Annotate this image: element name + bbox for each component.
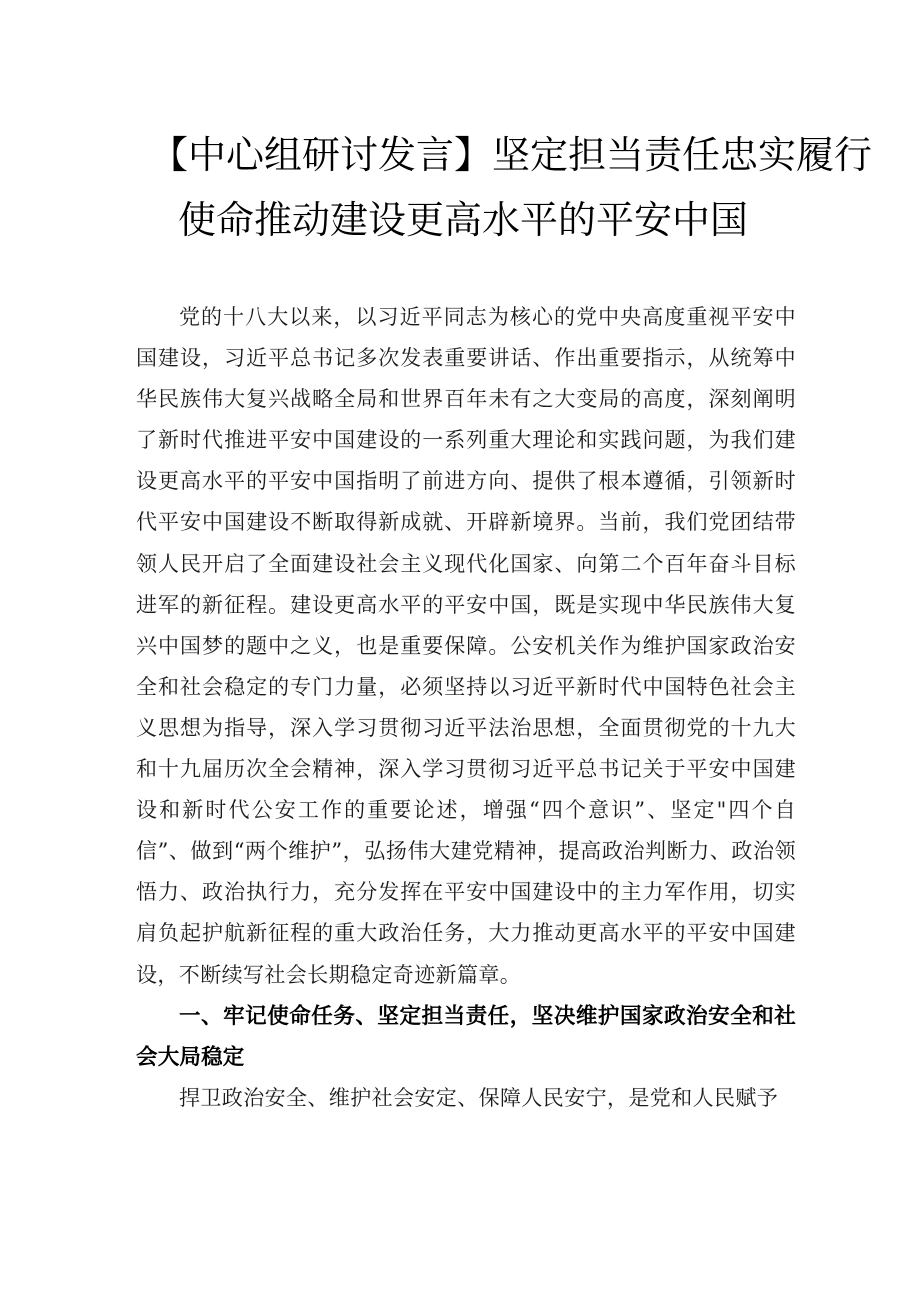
intro-paragraph: 党的十八大以来，以习近平同志为核心的党中央高度重视平安中国建设，习近平总书记多次发表重要讲话、作出重要指示，从统筹中华民族伟大复兴战略全局和世界百年未有之大变局的高度，深刻阐明了新时代推进平安中国建设的一系列重大理论和实践问题，为我们建设更高水平的平安中国指明了前进方向、提供了根本遵循，引领新时代平安中国建设不断取得新成就、开辟新境界。当前，我们党团结带领人民开启了全面建设社会主义现代化国家、向第二个百年奋斗目标进军的新征程。建设更高水平的平安中国，既是实现中华民族伟大复兴中国梦的题中之义，也是重要保障。公安机关作为维护国家政治安全和社会稳定的专门力量，必须坚持以习近平新时代中国特色社会主义思想为指导，深入学习贯彻习近平法治思想，全面贯彻党的十九大和十九届历次全会精神，深入学习贯彻习近平总书记关于平安中国建设和新时代公安工作的重要论述，增强“四个意识”、坚定"四个自信”、做到“两个维护”，弘扬伟大建党精神，提高政治判断力、政治领悟力、政治执行力，充分发挥在平安中国建设中的主力军作用，切实肩负起护航新征程的重大政治任务，大力推动更高水平的平安中国建设，不断续写社会长期稳定奇迹新篇章。 [136,305,796,987]
document-body [136,297,796,1119]
section-heading-1: 一、牢记使命任务、坚定担当责任，坚决维护国家政治安全和社会大局稳定 [136,1003,796,1070]
document-title-line2: 使命推动建设更高水平的平安中国 [178,198,749,242]
document-title-line1: 【中心组研讨发言】坚定担当责任忠实履行 [150,133,873,177]
section-1-paragraph: 捍卫政治安全、维护社会安定、保障人民安宁，是党和人民赋予 [179,1085,779,1110]
